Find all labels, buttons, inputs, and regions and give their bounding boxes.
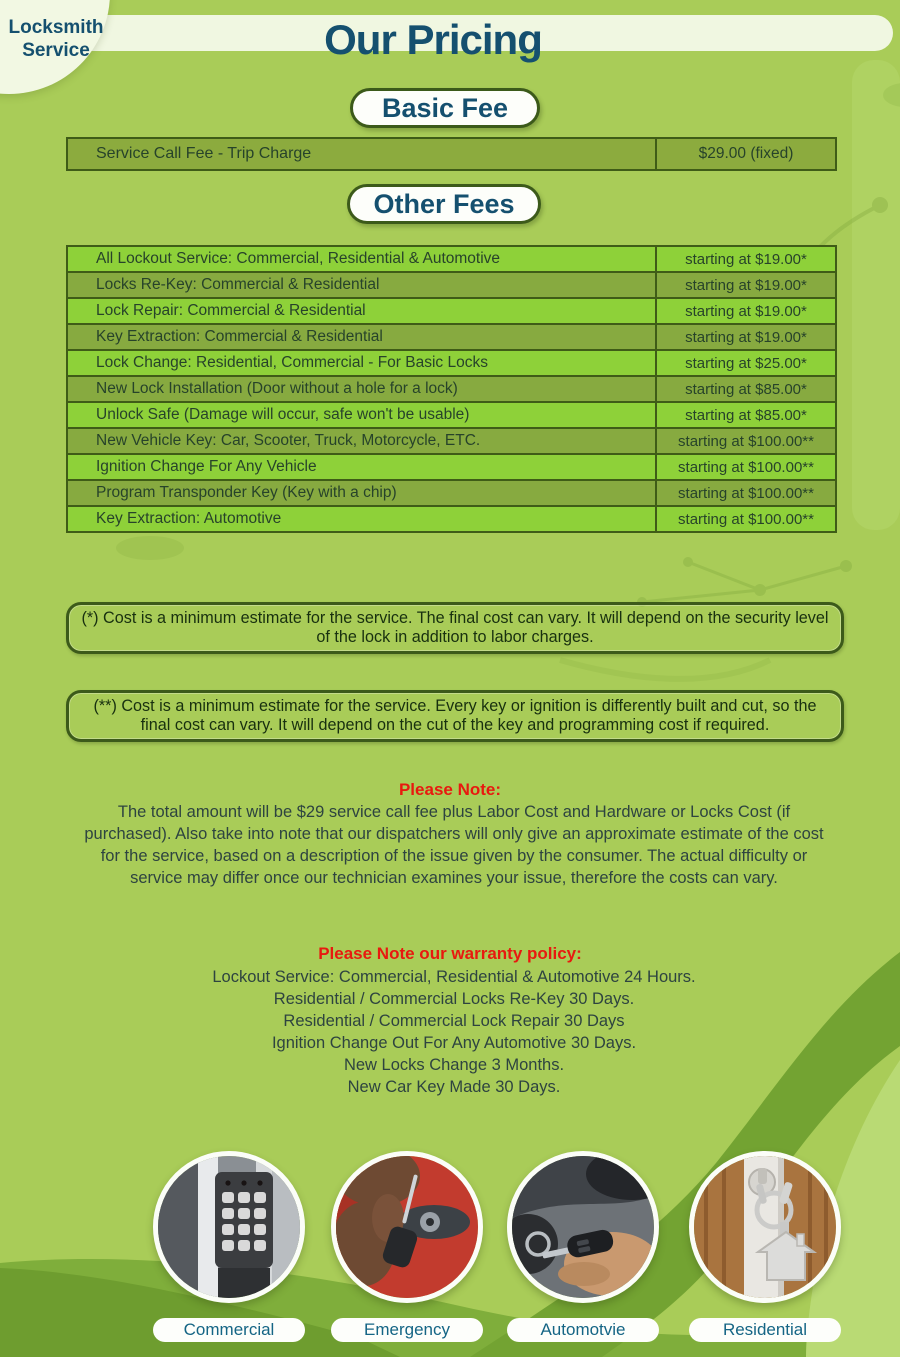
fee-service: Key Extraction: Automotive xyxy=(68,507,655,531)
warranty-list xyxy=(78,966,830,1098)
fee-service: All Lockout Service: Commercial, Residential & Automotive xyxy=(68,247,655,271)
fee-service: Unlock Safe (Damage will occur, safe won't be usable) xyxy=(68,403,655,427)
page-title: Our Pricing xyxy=(324,16,542,63)
fee-service: Locks Re-Key: Commercial & Residential xyxy=(68,273,655,297)
warranty-item: Ignition Change Out For Any Automotive 30 Days. xyxy=(271,1034,637,1052)
fee-price: starting at $100.00** xyxy=(655,455,835,479)
fee-service: New Vehicle Key: Car, Scooter, Truck, Motorcycle, ETC. xyxy=(68,429,655,453)
logo-line2: Service xyxy=(22,40,90,61)
table-row xyxy=(68,375,835,401)
table-row xyxy=(68,271,835,297)
fee-price: starting at $19.00* xyxy=(655,325,835,349)
category-label-residential[interactable]: Residential xyxy=(689,1318,841,1342)
commercial-keypad-photo[interactable] xyxy=(153,1151,305,1303)
fee-price: starting at $100.00** xyxy=(655,429,835,453)
warranty-item: Residential / Commercial Locks Re-Key 30 Days. xyxy=(273,990,635,1008)
fee-service: Program Transponder Key (Key with a chip) xyxy=(68,481,655,505)
fee-service: Key Extraction: Commercial & Residential xyxy=(68,325,655,349)
fee-service: Lock Change: Residential, Commercial - For Basic Locks xyxy=(68,351,655,375)
single-star-note: (*) Cost is a minimum estimate for the service. The final cost can vary. It will depend on the security level of the lock in addition to labor charges. xyxy=(66,602,844,654)
warranty-item: New Car Key Made 30 Days. xyxy=(347,1078,561,1096)
other-fees-table xyxy=(66,245,837,533)
warranty-heading: Please Note our warranty policy: xyxy=(318,944,582,963)
table-row xyxy=(68,349,835,375)
basic-fee-heading: Basic Fee xyxy=(350,88,540,128)
fee-price: starting at $85.00* xyxy=(655,403,835,427)
table-row xyxy=(68,427,835,453)
fee-price: starting at $100.00** xyxy=(655,481,835,505)
fee-price: starting at $85.00* xyxy=(655,377,835,401)
fee-price: starting at $100.00** xyxy=(655,507,835,531)
fee-price: starting at $19.00* xyxy=(655,273,835,297)
fee-price: starting at $19.00* xyxy=(655,247,835,271)
fee-service: Lock Repair: Commercial & Residential xyxy=(68,299,655,323)
car-door-unlock-photo[interactable] xyxy=(331,1151,483,1303)
basic-fee-table xyxy=(66,137,837,171)
other-fees-heading: Other Fees xyxy=(347,184,541,224)
warranty-item: New Locks Change 3 Months. xyxy=(343,1056,565,1074)
ignition-car-key-photo[interactable] xyxy=(507,1151,659,1303)
fee-service: New Lock Installation (Door without a hole for a lock) xyxy=(68,377,655,401)
table-row xyxy=(68,297,835,323)
category-label-automotive[interactable]: Automotvie xyxy=(507,1318,659,1342)
warranty-item: Residential / Commercial Lock Repair 30 Days xyxy=(283,1012,625,1030)
category-label-emergency[interactable]: Emergency xyxy=(331,1318,483,1342)
table-row xyxy=(68,479,835,505)
logo xyxy=(0,16,112,62)
fee-service: Ignition Change For Any Vehicle xyxy=(68,455,655,479)
house-keys-on-door-photo[interactable] xyxy=(689,1151,841,1303)
category-label-commercial[interactable]: Commercial xyxy=(153,1318,305,1342)
table-row xyxy=(68,453,835,479)
fee-price: $29.00 (fixed) xyxy=(655,139,835,169)
warranty-item: Lockout Service: Commercial, Residential & Automotive 24 Hours. xyxy=(212,968,696,986)
table-row xyxy=(68,323,835,349)
table-row xyxy=(68,505,835,531)
fee-price: starting at $19.00* xyxy=(655,299,835,323)
table-row xyxy=(68,401,835,427)
table-row xyxy=(68,139,835,169)
fee-service: Service Call Fee - Trip Charge xyxy=(68,139,655,169)
please-note-heading: Please Note: xyxy=(398,780,502,799)
table-row xyxy=(68,247,835,271)
please-note-body: The total amount will be $29 service call fee plus Labor Cost and Hardware or Locks Cost (if purchased). Also take into note that our dispatchers will only give an approximate estimate of the cost for the service, based on a description of the issue given by the consumer. The actual difficulty or service may differ once our technician examines your issue, therefore the costs can vary. xyxy=(84,803,824,887)
double-star-note: (**) Cost is a minimum estimate for the service. Every key or ignition is differently built and cut, so the final cost can vary. It will depend on the cut of the key and programming cost if required. xyxy=(66,690,844,742)
logo-line1: Locksmith xyxy=(8,17,104,38)
fee-price: starting at $25.00* xyxy=(655,351,835,375)
